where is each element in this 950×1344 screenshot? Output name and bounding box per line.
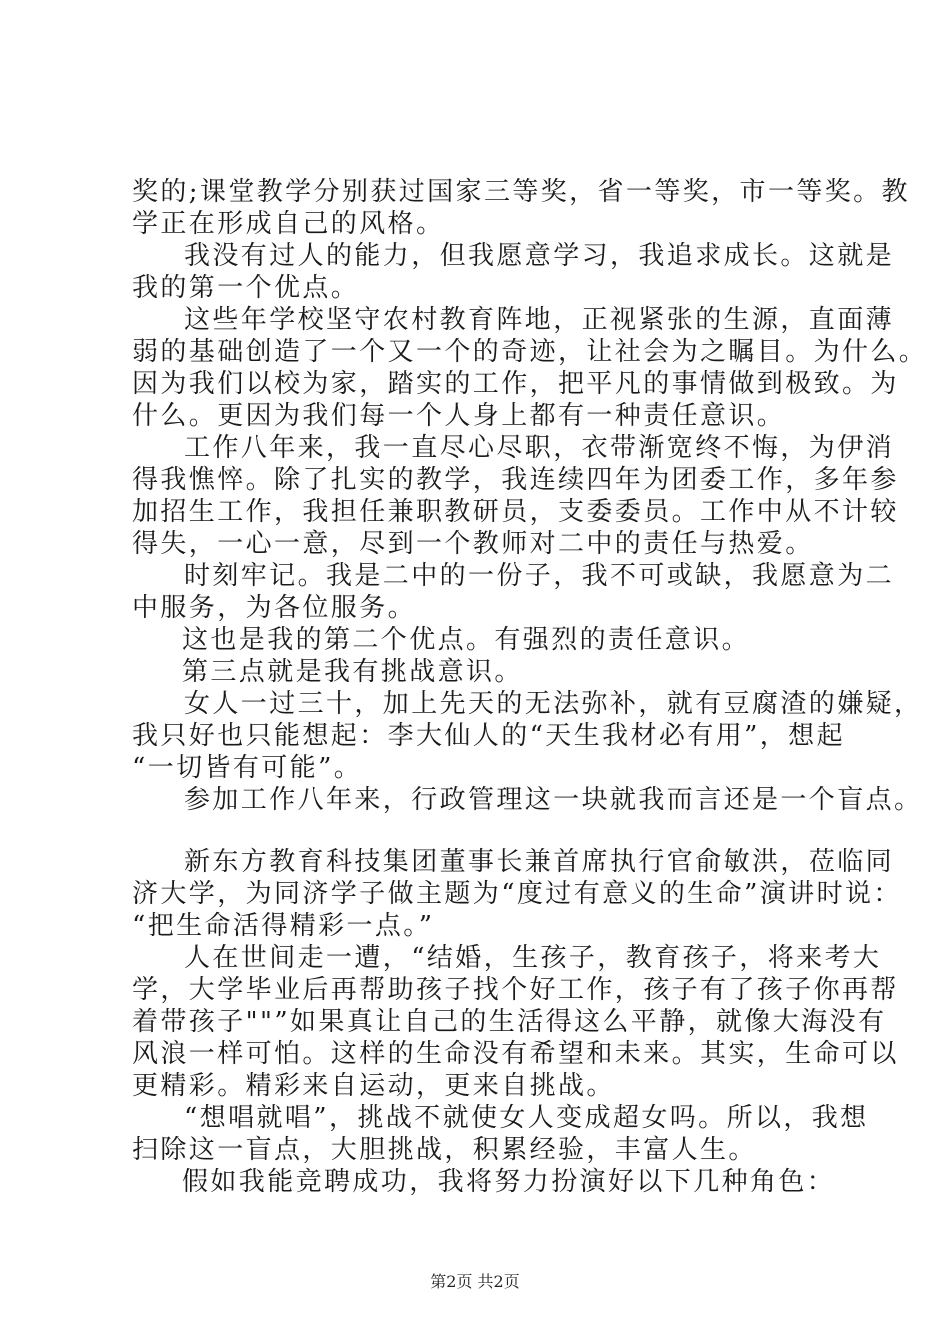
- text-line: 奖的;课堂教学分别获过国家三等奖，省一等奖，市一等奖。教: [132, 177, 910, 207]
- text-line: 得我憔悴。除了扎实的教学，我连续四年为团委工作，多年参: [132, 465, 899, 495]
- text-line: 人在世间走一遭，“结婚，生孩子，教育孩子，将来考大: [184, 943, 882, 973]
- text-line: 什么。更因为我们每一个人身上都有一种责任意识。: [132, 401, 786, 431]
- page-footer: 第2页 共2页: [430, 1272, 520, 1291]
- text-line: 加招生工作，我担任兼职教研员，支委委员。工作中从不计较: [132, 497, 899, 527]
- text-line: 我没有过人的能力，但我愿意学习，我追求成长。这就是: [184, 241, 895, 271]
- text-line: 更精彩。精彩来自运动，更来自挑战。: [132, 1071, 615, 1101]
- text-line: 风浪一样可怕。这样的生命没有希望和未来。其实，生命可以: [132, 1039, 899, 1069]
- text-line: 女人一过三十，加上先天的无法弥补，就有豆腐渣的嫌疑，: [184, 689, 923, 719]
- text-line: 得失，一心一意，尽到一个教师对二中的责任与热爱。: [132, 529, 814, 559]
- text-line: 第三点就是我有挑战意识。: [182, 657, 523, 687]
- body-text: [132, 176, 928, 1198]
- text-line: 学，大学毕业后再帮助孩子找个好工作，孩子有了孩子你再帮: [132, 975, 899, 1005]
- text-line: 这些年学校坚守农村教育阵地，正视紧张的生源，直面薄: [184, 305, 895, 335]
- text-line: 我只好也只能想起：李大仙人的“天生我材必有用”，想起: [132, 721, 845, 751]
- text-line: 济大学，为同济学子做主题为“度过有意义的生命”演讲时说：: [132, 879, 902, 909]
- text-line: 工作八年来，我一直尽心尽职，衣带渐宽终不悔，为伊消: [184, 433, 895, 463]
- text-line: 学正在形成自己的风格。: [132, 209, 445, 239]
- text-line: 着带孩子""”如果真让自己的生活得这么平静，就像大海没有: [132, 1007, 887, 1037]
- text-line: 假如我能竞聘成功，我将努力扮演好以下几种角色：: [182, 1167, 836, 1197]
- text-line: “把生命活得精彩一点。”: [132, 911, 435, 941]
- paragraph-gap: [132, 816, 844, 846]
- text-line: 扫除这一盲点，大胆挑战，积累经验，丰富人生。: [132, 1135, 757, 1165]
- text-line: “想唱就唱”，挑战不就使女人变成超女吗。所以，我想: [184, 1103, 869, 1133]
- text-line: 因为我们以校为家，踏实的工作，把平凡的事情做到极致。为: [132, 369, 899, 399]
- text-line: 新东方教育科技集团董事长兼首席执行官俞敏洪，莅临同: [184, 847, 895, 877]
- text-line: 参加工作八年来，行政管理这一块就我而言还是一个盲点。: [184, 785, 923, 815]
- text-line: 中服务，为各位服务。: [132, 593, 417, 623]
- text-line: “一切皆有可能”。: [132, 753, 363, 783]
- text-line: 这也是我的第二个优点。有强烈的责任意识。: [182, 625, 751, 655]
- text-line: 弱的基础创造了一个又一个的奇迹，让社会为之瞩目。为什么。: [132, 337, 928, 367]
- text-line: 我的第一个优点。: [132, 273, 360, 303]
- text-line: 时刻牢记。我是二中的一份子，我不可或缺，我愿意为二: [184, 561, 895, 591]
